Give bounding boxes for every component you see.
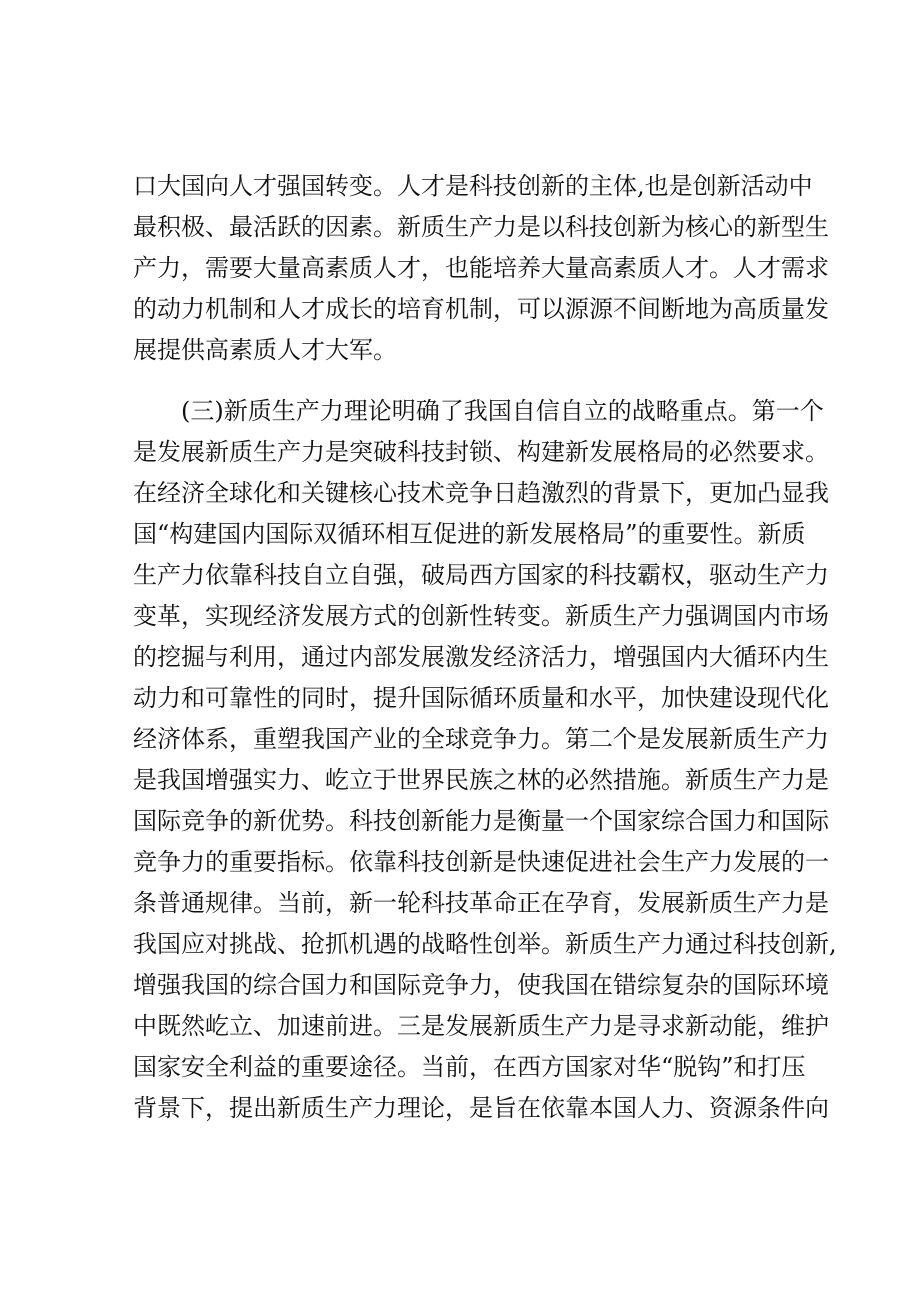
text-line: 我国应对挑战、抢抓机遇的战略性创举。新质生产力通过科技创新, bbox=[133, 930, 837, 958]
text-line: 的挖掘与利用，通过内部发展激发经济活力，增强国内大循环内生 bbox=[133, 643, 829, 671]
text-line: 国“构建国内国际双循环相互促进的新发展格局”的重要性。新质 bbox=[133, 520, 806, 548]
paragraph-strategic-focus bbox=[133, 391, 837, 1129]
text-line: 是发展新质生产力是突破科技封锁、构建新发展格局的必然要求。 bbox=[133, 438, 829, 466]
text-line: 增强我国的综合国力和国际竞争力，使我国在错综复杂的国际环境 bbox=[133, 971, 829, 999]
text-line: 背景下，提出新质生产力理论，是旨在依靠本国人力、资源条件向 bbox=[133, 1094, 829, 1122]
text-line: 口大国向人才强国转变。人才是科技创新的主体,也是创新活动中 bbox=[133, 172, 813, 200]
text-line: 国家安全利益的重要途径。当前，在西方国家对华“脱钩”和打压 bbox=[133, 1053, 806, 1081]
text-line: 最积极、最活跃的因素。新质生产力是以科技创新为核心的新型生 bbox=[133, 213, 829, 241]
text-line: 展提供高素质人才大军。 bbox=[133, 336, 397, 364]
paragraph-talent bbox=[133, 166, 829, 371]
text-line: 的动力机制和人才成长的培育机制，可以源源不间断地为高质量发 bbox=[133, 295, 829, 323]
text-line: 是我国增强实力、屹立于世界民族之林的必然措施。新质生产力是 bbox=[133, 766, 829, 794]
text-line: 变革，实现经济发展方式的创新性转变。新质生产力强调国内市场 bbox=[133, 602, 829, 630]
text-line: 在经济全球化和关键核心技术竞争日趋激烈的背景下，更加凸显我 bbox=[133, 479, 829, 507]
document-body bbox=[133, 166, 837, 1129]
text-line: 经济体系，重塑我国产业的全球竞争力。第二个是发展新质生产力 bbox=[133, 725, 829, 753]
text-line: 国际竞争的新优势。科技创新能力是衡量一个国家综合国力和国际 bbox=[133, 807, 829, 835]
text-line: 生产力依靠科技自立自强，破局西方国家的科技霸权，驱动生产力 bbox=[133, 561, 829, 589]
text-line: (三)新质生产力理论明确了我国自信自立的战略重点。第一个 bbox=[181, 397, 824, 425]
text-line: 中既然屹立、加速前进。三是发展新质生产力是寻求新动能，维护 bbox=[133, 1012, 829, 1040]
text-line: 竞争力的重要指标。依靠科技创新是快速促进社会生产力发展的一 bbox=[133, 848, 829, 876]
text-line: 条普通规律。当前，新一轮科技革命正在孕育，发展新质生产力是 bbox=[133, 889, 829, 917]
text-line: 产力，需要大量高素质人才，也能培养大量高素质人才。人才需求 bbox=[133, 254, 829, 282]
text-line: 动力和可靠性的同时，提升国际循环质量和水平，加快建设现代化 bbox=[133, 684, 829, 712]
